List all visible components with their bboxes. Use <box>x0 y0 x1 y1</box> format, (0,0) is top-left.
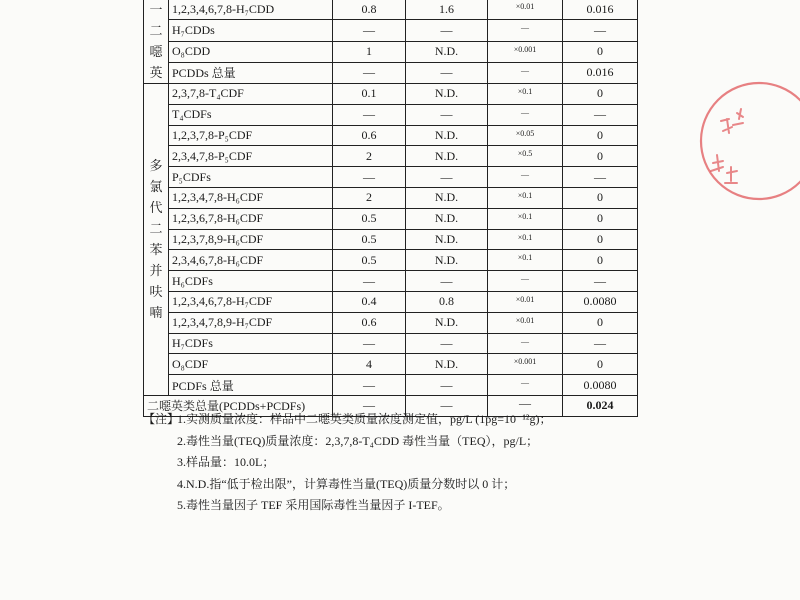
tef-value: ×0.001 <box>513 44 537 54</box>
tef-value: — <box>521 65 529 75</box>
tef-value: ×0.001 <box>513 357 537 367</box>
measured-concentration: 0.6 <box>333 125 406 146</box>
detection-value: N.D. <box>406 354 488 375</box>
notes-section <box>143 409 663 517</box>
note-line <box>143 409 663 431</box>
table-row <box>144 250 638 271</box>
official-seal <box>697 75 800 215</box>
teq-value: 0 <box>563 84 638 105</box>
group-label-char: 喃 <box>149 305 163 321</box>
tef-value: ×0.1 <box>517 211 533 221</box>
table-row <box>144 62 638 83</box>
teq-value: 0.016 <box>563 62 638 83</box>
table-row <box>144 208 638 229</box>
compound-name: PCDDs 总量 <box>169 62 333 83</box>
teq-value: 0.0080 <box>563 375 638 396</box>
compound-name: 1,2,3,7,8-P₅CDF <box>169 125 333 146</box>
detection-value: N.D. <box>406 125 488 146</box>
tef-cell <box>488 125 563 146</box>
table-row <box>144 333 638 354</box>
note-item: 2.毒性当量(TEQ)质量浓度：2,3,7,8-T₄CDD 毒性当量（TEQ），pg/L； <box>177 433 539 448</box>
measured-concentration: 0.6 <box>333 312 406 333</box>
tef-cell <box>488 146 563 167</box>
measured-concentration: 0.8 <box>333 0 406 20</box>
tef-value: ×0.01 <box>515 294 535 304</box>
group-label-text <box>147 155 165 323</box>
teq-value: 0 <box>563 312 638 333</box>
tef-cell <box>488 187 563 208</box>
group-label-pcdd <box>144 0 169 84</box>
teq-value: — <box>563 104 638 125</box>
group-label-char: 并 <box>149 263 163 279</box>
measured-concentration: — <box>333 104 406 125</box>
detection-value: 1.6 <box>406 0 488 20</box>
compound-name: H₆CDFs <box>169 271 333 292</box>
teq-value: 0 <box>563 208 638 229</box>
tef-cell <box>488 104 563 125</box>
measured-concentration: — <box>333 271 406 292</box>
detection-value: — <box>406 333 488 354</box>
tef-value: ×0.1 <box>517 87 533 96</box>
measured-concentration: — <box>333 62 406 83</box>
table-row <box>144 229 638 250</box>
summary-tef: — <box>488 395 563 416</box>
tef-cell <box>488 84 563 105</box>
group-label-char: 二 <box>149 23 163 38</box>
tef-cell <box>488 250 563 271</box>
summary-teq: 0.024 <box>563 395 638 416</box>
table-row <box>144 125 638 146</box>
teq-value: 0 <box>563 41 638 62</box>
table-row <box>144 20 638 41</box>
tef-cell <box>488 20 563 41</box>
compound-name: P₅CDFs <box>169 167 333 188</box>
teq-value: 0.0080 <box>563 291 638 312</box>
tef-value: — <box>521 23 529 33</box>
seal-ring <box>701 83 800 199</box>
teq-value: 0 <box>563 187 638 208</box>
detection-value: — <box>406 20 488 41</box>
teq-value: — <box>563 20 638 41</box>
tef-value: — <box>521 274 529 284</box>
compound-name: 1,2,3,4,6,7,8-H₇CDF <box>169 291 333 312</box>
tef-cell <box>488 291 563 312</box>
measured-concentration: — <box>333 333 406 354</box>
measured-concentration: — <box>333 375 406 396</box>
measured-concentration: 0.5 <box>333 229 406 250</box>
table-row <box>144 291 638 312</box>
note-item: 5.毒性当量因子 TEF 采用国际毒性当量因子 I-TEF。 <box>177 498 450 512</box>
dioxin-results-table <box>143 0 638 417</box>
detection-value: N.D. <box>406 312 488 333</box>
compound-name: H₇CDDs <box>169 20 333 41</box>
tef-value: ×0.1 <box>517 253 533 263</box>
detection-value: N.D. <box>406 208 488 229</box>
detection-value: — <box>406 62 488 83</box>
group-label-char: 一 <box>149 2 163 17</box>
detection-value: N.D. <box>406 250 488 271</box>
table-row <box>144 104 638 125</box>
detection-value: — <box>406 104 488 125</box>
teq-value: — <box>563 333 638 354</box>
table-row <box>144 375 638 396</box>
compound-name: 1,2,3,7,8,9-H₆CDF <box>169 229 333 250</box>
measured-concentration: 0.5 <box>333 208 406 229</box>
tef-value: ×0.1 <box>517 232 533 242</box>
compound-name: H₇CDFs <box>169 333 333 354</box>
tef-cell <box>488 208 563 229</box>
group-label-char: 氯 <box>149 179 163 195</box>
note-item: 1.实测质量浓度：样品中二噁英类质量浓度测定值，pg/L (1pg=10⁻¹²g)； <box>177 412 552 426</box>
measured-concentration: 2 <box>333 187 406 208</box>
note-item: 3.样品量：10.0L； <box>177 455 275 469</box>
measured-concentration: 0.4 <box>333 291 406 312</box>
tef-cell <box>488 62 563 83</box>
tef-cell <box>488 375 563 396</box>
detection-value: — <box>406 271 488 292</box>
tef-cell <box>488 271 563 292</box>
tef-value: ×0.5 <box>517 149 533 159</box>
tef-value: ×0.1 <box>517 190 533 200</box>
group-label-char: 苯 <box>149 242 163 258</box>
measured-concentration: 0.1 <box>333 84 406 105</box>
compound-name: 1,2,3,4,7,8,9-H₇CDF <box>169 312 333 333</box>
table-row <box>144 41 638 62</box>
group-label-char: 噁 <box>149 44 163 59</box>
group-label-char: 呋 <box>149 284 163 300</box>
table-row <box>144 312 638 333</box>
tef-value: — <box>521 107 529 117</box>
detection-value: N.D. <box>406 187 488 208</box>
compound-name: T₄CDFs <box>169 104 333 125</box>
table-row <box>144 84 638 105</box>
tef-cell <box>488 333 563 354</box>
teq-value: 0 <box>563 125 638 146</box>
summary-label: 二噁英类总量(PCDDs+PCDFs) <box>144 395 333 416</box>
tef-cell <box>488 312 563 333</box>
teq-value: 0.016 <box>563 0 638 20</box>
group-label-char: 代 <box>149 200 163 216</box>
detection-value: — <box>406 375 488 396</box>
detection-value: N.D. <box>406 229 488 250</box>
notes-label: 【注】 <box>143 412 180 426</box>
compound-name: 2,3,4,6,7,8-H₆CDF <box>169 250 333 271</box>
summary-detection: — <box>406 395 488 416</box>
measured-concentration: 2 <box>333 146 406 167</box>
note-item: 4.N.D.指“低于检出限”，计算毒性当量(TEQ)质量分数时以 0 计； <box>177 476 516 491</box>
teq-value: 0 <box>563 146 638 167</box>
tef-value: — <box>521 378 529 388</box>
group-label-char: 二 <box>149 221 163 237</box>
measured-concentration: — <box>333 20 406 41</box>
table-row <box>144 167 638 188</box>
table-row <box>144 0 638 20</box>
compound-name: O₈CDF <box>169 354 333 375</box>
compound-name: 1,2,3,6,7,8-H₆CDF <box>169 208 333 229</box>
tef-cell <box>488 0 563 20</box>
teq-value: 0 <box>563 250 638 271</box>
compound-name: PCDFs 总量 <box>169 375 333 396</box>
detection-value: N.D. <box>406 84 488 105</box>
tef-cell <box>488 41 563 62</box>
table-row <box>144 187 638 208</box>
group-label-text <box>147 0 165 83</box>
measured-concentration: — <box>333 167 406 188</box>
tef-value: — <box>521 170 529 180</box>
table-row <box>144 271 638 292</box>
tef-value: ×0.01 <box>515 2 535 11</box>
tef-cell <box>488 229 563 250</box>
tef-value: ×0.01 <box>515 315 535 325</box>
teq-value: 0 <box>563 229 638 250</box>
teq-value: 0 <box>563 354 638 375</box>
table-row <box>144 146 638 167</box>
compound-name: O₈CDD <box>169 41 333 62</box>
detection-value: — <box>406 167 488 188</box>
compound-name: 1,2,3,4,6,7,8-H₇CDD <box>169 0 333 20</box>
detection-value: N.D. <box>406 146 488 167</box>
measured-concentration: 4 <box>333 354 406 375</box>
table-row <box>144 354 638 375</box>
tef-value: — <box>521 336 529 346</box>
summary-concentration: — <box>333 395 406 416</box>
measured-concentration: 0.5 <box>333 250 406 271</box>
group-label-char: 英 <box>149 65 163 80</box>
tef-cell <box>488 354 563 375</box>
group-label-char: 多 <box>149 158 163 174</box>
group-label-pcdf <box>144 84 169 396</box>
teq-value: — <box>563 271 638 292</box>
detection-value: 0.8 <box>406 291 488 312</box>
measured-concentration: 1 <box>333 41 406 62</box>
compound-name: 2,3,7,8-T₄CDF <box>169 84 333 105</box>
teq-value: — <box>563 167 638 188</box>
seal-marks <box>711 109 743 183</box>
tef-value: ×0.05 <box>515 128 535 138</box>
compound-name: 1,2,3,4,7,8-H₆CDF <box>169 187 333 208</box>
compound-name: 2,3,4,7,8-P₅CDF <box>169 146 333 167</box>
detection-value: N.D. <box>406 41 488 62</box>
tef-cell <box>488 167 563 188</box>
